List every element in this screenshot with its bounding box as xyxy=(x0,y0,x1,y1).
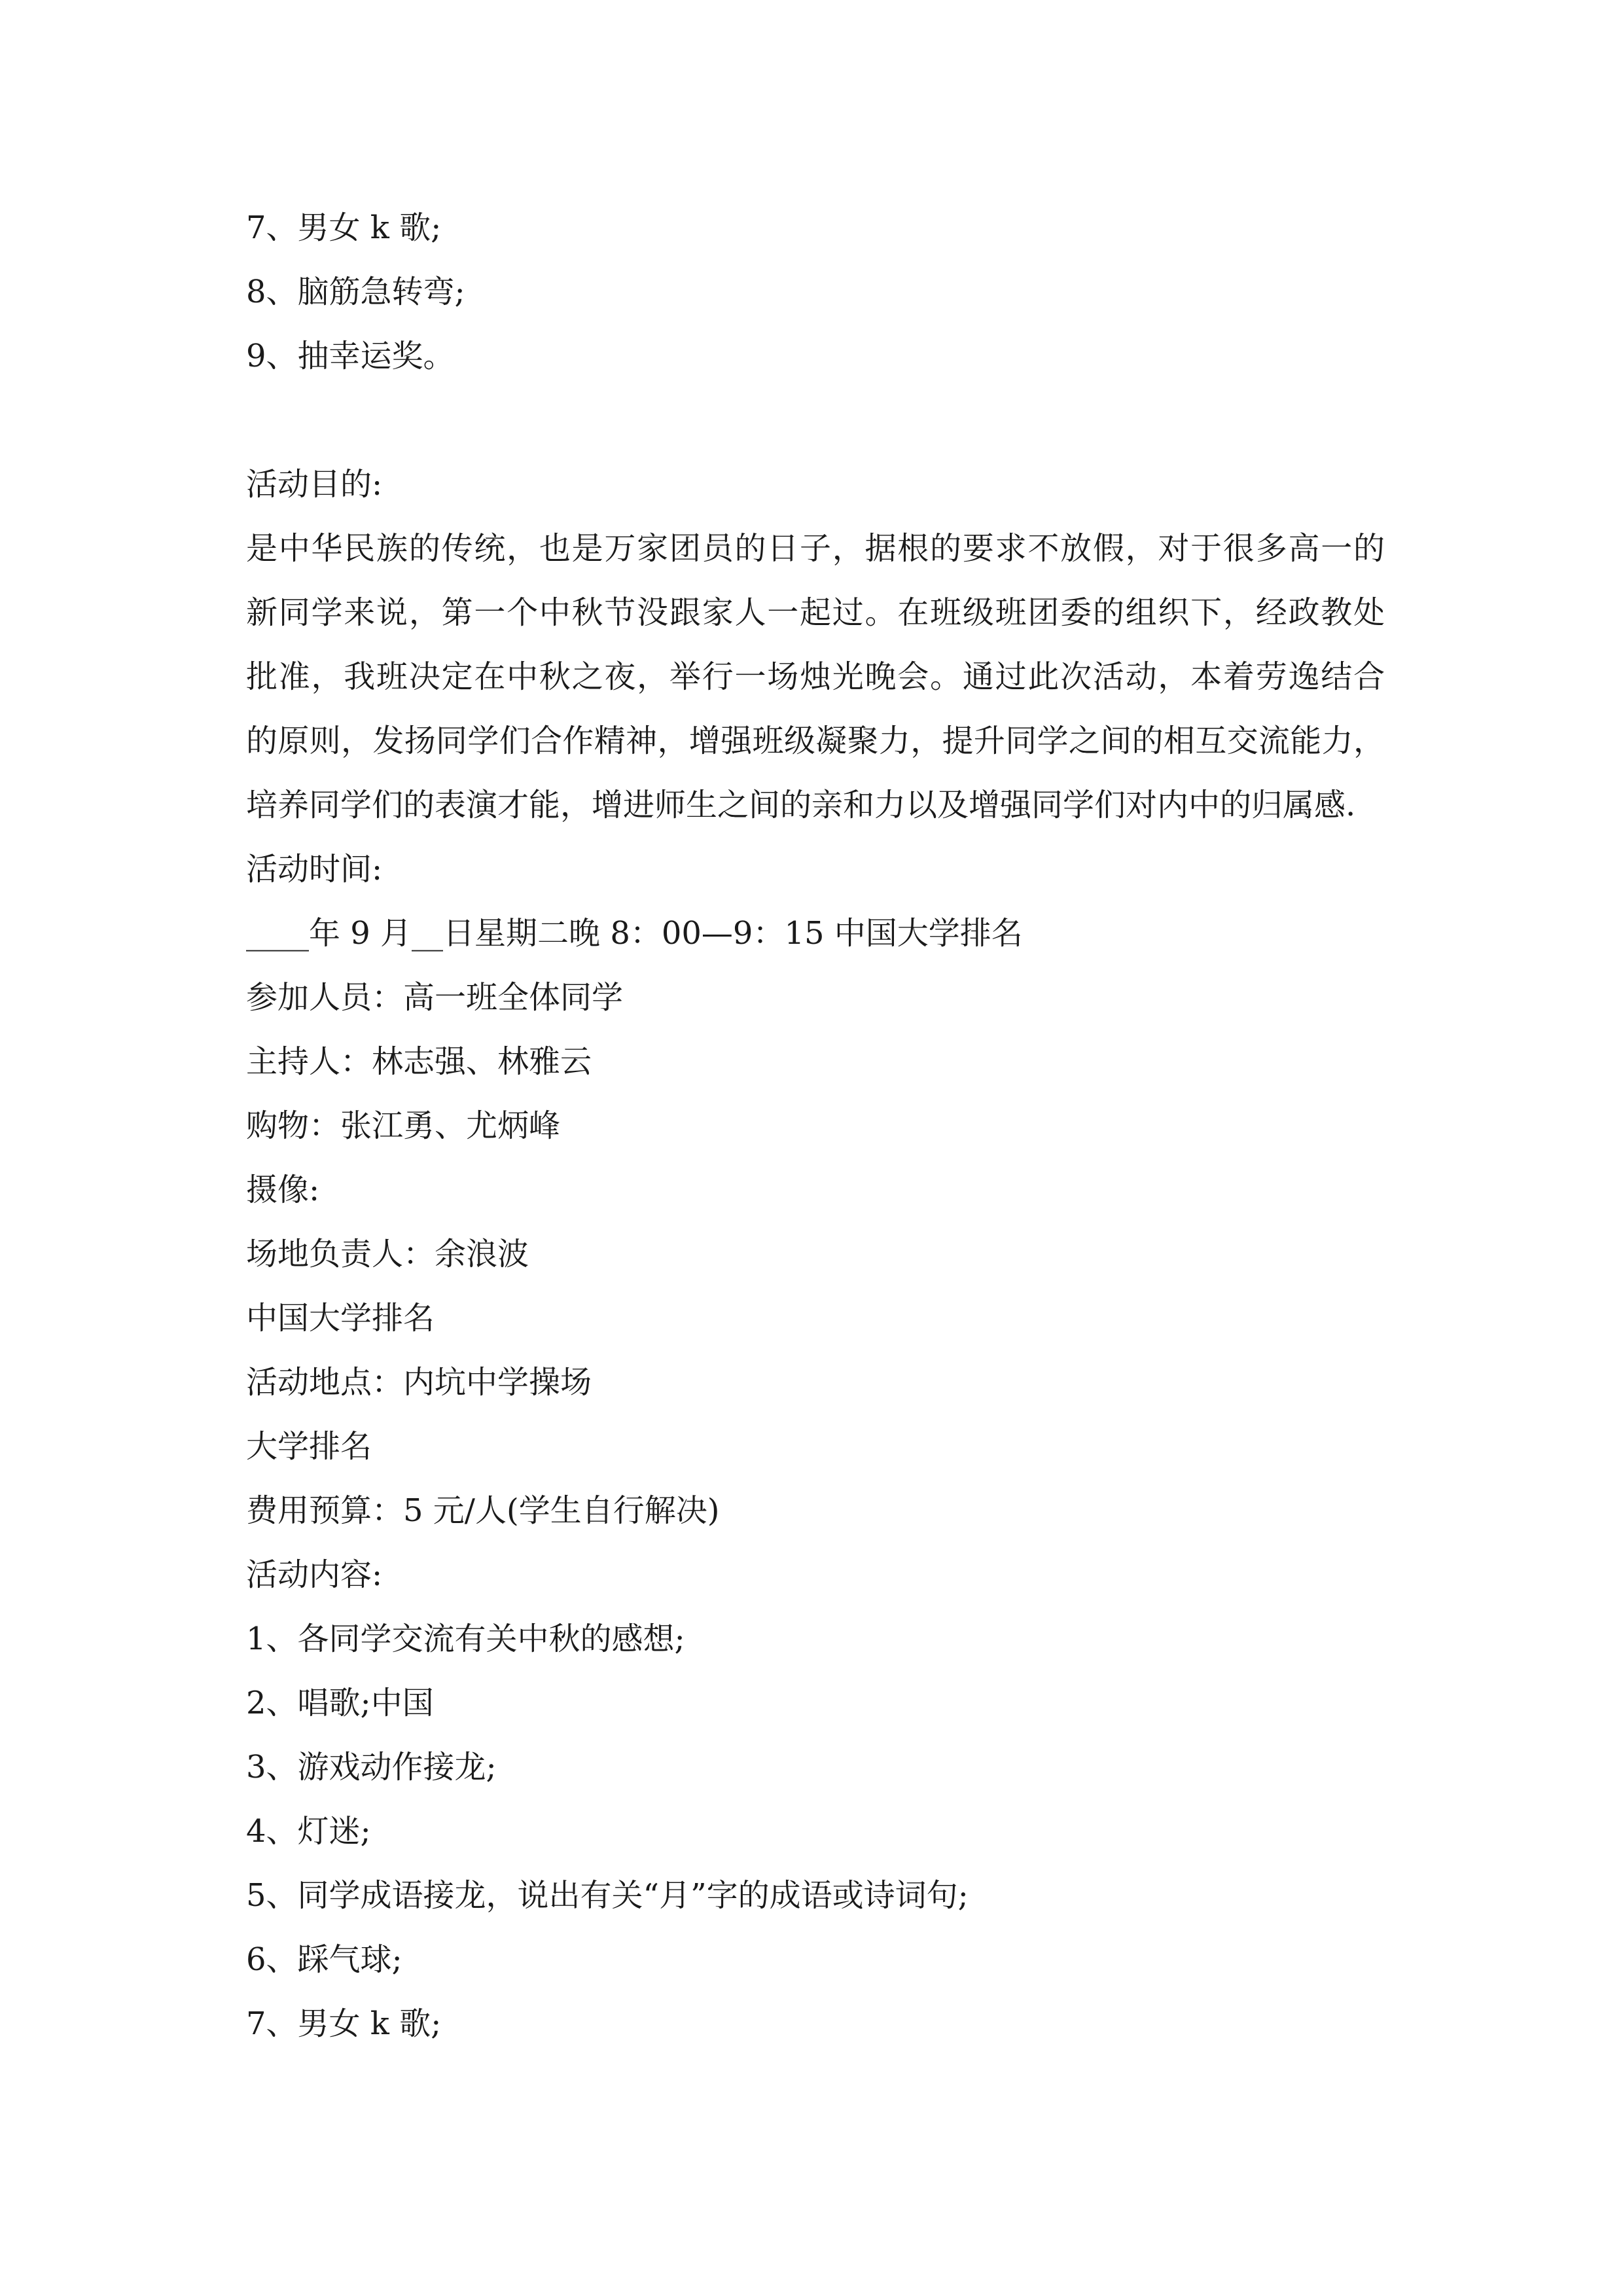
budget: 费用预算：5 元/人(学生自行解决) xyxy=(246,1492,720,1529)
time-heading: 活动时间: xyxy=(246,851,383,888)
venue-manager: 场地负责人：余浪波 xyxy=(246,1236,529,1272)
list-item: 4、灯迷; xyxy=(246,1813,371,1850)
list-item: 5、同学成语接龙，说出有关“月”字的成语或诗词句; xyxy=(246,1877,969,1914)
stray-text: 中国大学排名 xyxy=(246,1300,435,1336)
purpose-paragraph-line: 的原则，发扬同学们合作精神，增强班级凝聚力，提升同学之间的相互交流能力， xyxy=(246,723,1385,759)
list-item: 7、男女 k 歌; xyxy=(246,2005,442,2042)
time-value: ____年 9 月__日星期二晚 8：00—9：15 中国大学排名 xyxy=(246,915,1023,952)
purpose-paragraph-line: 新同学来说，第一个中秋节没跟家人一起过。在班级班团委的组织下，经政教处 xyxy=(246,594,1385,631)
venue: 活动地点：内坑中学操场 xyxy=(246,1364,592,1401)
list-item: 3、游戏动作接龙; xyxy=(246,1749,497,1785)
purpose-paragraph-line: 是中华民族的传统，也是万家团员的日子，据根的要求不放假，对于很多高一的 xyxy=(246,530,1385,567)
purpose-heading: 活动目的: xyxy=(246,466,383,503)
list-item: 7、男女 k 歌; xyxy=(246,209,442,246)
list-item: 9、抽幸运奖。 xyxy=(246,338,455,374)
list-item: 8、脑筋急转弯; xyxy=(246,274,465,310)
photography: 摄像: xyxy=(246,1172,320,1208)
participants: 参加人员：高一班全体同学 xyxy=(246,979,624,1016)
hosts: 主持人：林志强、林雅云 xyxy=(246,1043,592,1080)
content-heading: 活动内容: xyxy=(246,1556,383,1593)
list-item: 2、唱歌;中国 xyxy=(246,1685,434,1721)
purpose-paragraph-line: 批准，我班决定在中秋之夜，举行一场烛光晚会。通过此次活动，本着劳逸结合 xyxy=(246,658,1385,695)
purpose-paragraph-line: 培养同学们的表演才能，增进师生之间的亲和力以及增强同学们对内中的归属感. xyxy=(246,787,1356,823)
shopping: 购物：张江勇、尤炳峰 xyxy=(246,1107,561,1144)
list-item: 6、踩气球; xyxy=(246,1941,402,1978)
list-item: 1、各同学交流有关中秋的感想; xyxy=(246,1621,685,1657)
stray-text: 大学排名 xyxy=(246,1428,372,1465)
